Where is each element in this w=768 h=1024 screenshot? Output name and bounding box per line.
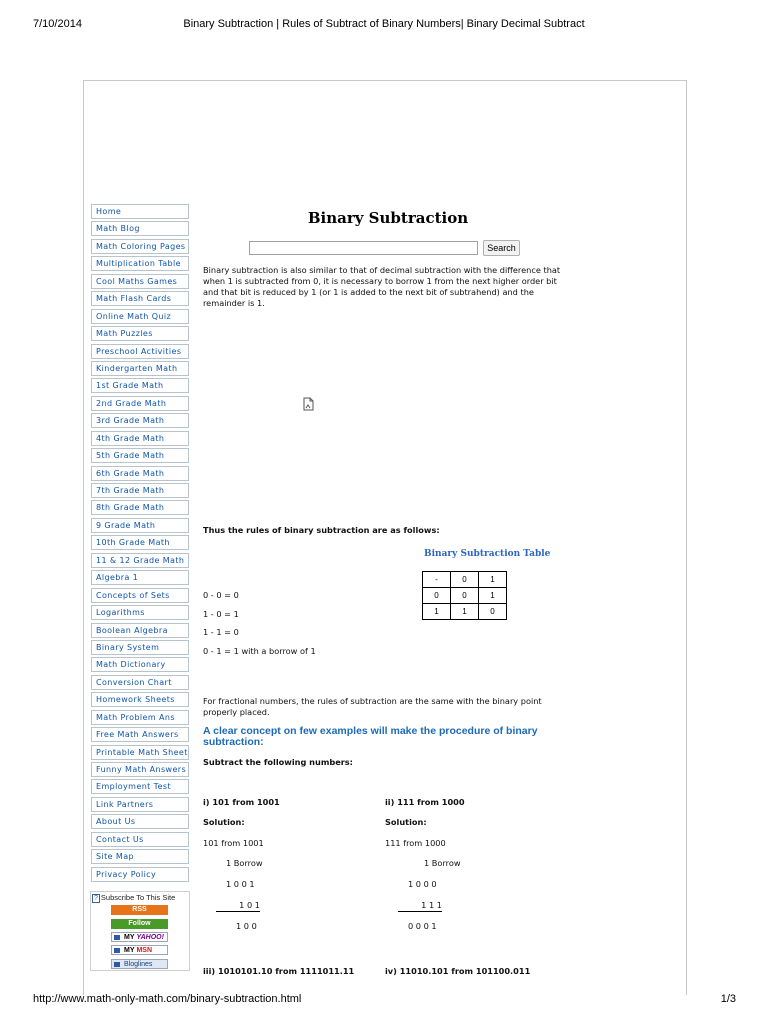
my-yahoo-prefix: MY bbox=[124, 934, 135, 941]
rss-label: RSS bbox=[132, 906, 147, 913]
follow-label: Follow bbox=[128, 920, 151, 927]
sidebar-item-math-puzzles[interactable]: Math Puzzles bbox=[91, 326, 189, 341]
sidebar-item-funny-math-answers[interactable]: Funny Math Answers bbox=[91, 762, 189, 777]
print-date: 7/10/2014 bbox=[33, 18, 82, 30]
table-cell: 0 bbox=[451, 572, 479, 588]
sidebar-item-cool-maths-games[interactable]: Cool Maths Games bbox=[91, 274, 189, 289]
sidebar-item-4th-grade-math[interactable]: 4th Grade Math bbox=[91, 431, 189, 446]
my-yahoo-label: YAHOO! bbox=[136, 934, 164, 941]
sidebar-item-home[interactable]: Home bbox=[91, 204, 189, 219]
sidebar-item-10th-grade-math[interactable]: 10th Grade Math bbox=[91, 535, 189, 550]
sidebar-item-online-math-quiz[interactable]: Online Math Quiz bbox=[91, 309, 189, 324]
bloglines-label: Bloglines bbox=[124, 961, 153, 968]
search-input[interactable] bbox=[249, 241, 478, 255]
sidebar-nav bbox=[91, 204, 189, 884]
sidebar-item-1st-grade-math[interactable]: 1st Grade Math bbox=[91, 378, 189, 393]
binary-subtraction-table bbox=[422, 571, 507, 620]
subscribe-heading bbox=[92, 893, 175, 903]
subtract-heading: Subtract the following numbers: bbox=[203, 757, 353, 767]
page-title: Binary Subtraction bbox=[307, 209, 469, 227]
page-url: http://www.math-only-math.com/binary-subtraction.html bbox=[33, 993, 302, 1005]
table-cell: 0 bbox=[479, 604, 507, 620]
sidebar-item-binary-system[interactable]: Binary System bbox=[91, 640, 189, 655]
sidebar-item-boolean-algebra[interactable]: Boolean Algebra bbox=[91, 623, 189, 638]
example-1-subtrahend: 1 0 1 bbox=[216, 900, 260, 912]
sidebar-item-contact-us[interactable]: Contact Us bbox=[91, 832, 189, 847]
sidebar-item-logarithms[interactable]: Logarithms bbox=[91, 605, 189, 620]
example-2-minuend: 1 0 0 0 bbox=[408, 879, 437, 889]
table-cell: - bbox=[423, 572, 451, 588]
example-2-borrow: 1 Borrow bbox=[424, 858, 461, 868]
sidebar-item-7th-grade-math[interactable]: 7th Grade Math bbox=[91, 483, 189, 498]
print-title: Binary Subtraction | Rules of Subtract of Binary Numbers| Binary Decimal Subtract bbox=[183, 18, 585, 30]
sidebar-item-11-12-grade-math[interactable]: 11 & 12 Grade Math bbox=[91, 553, 189, 568]
example-1-borrow: 1 Borrow bbox=[226, 858, 263, 868]
example-1-solution: Solution: bbox=[203, 817, 245, 827]
example-2-title: ii) 111 from 1000 bbox=[385, 797, 465, 807]
table-cell: 1 bbox=[451, 604, 479, 620]
table-row bbox=[423, 604, 507, 620]
subscribe-label: Subscribe To This Site bbox=[100, 893, 176, 902]
sidebar-item-6th-grade-math[interactable]: 6th Grade Math bbox=[91, 466, 189, 481]
example-4-title: iv) 11010.101 from 101100.011 bbox=[385, 966, 531, 976]
example-1-minuend: 1 0 0 1 bbox=[226, 879, 255, 889]
table-cell: 1 bbox=[479, 588, 507, 604]
sidebar-item-8th-grade-math[interactable]: 8th Grade Math bbox=[91, 500, 189, 515]
sidebar-item-privacy-policy[interactable]: Privacy Policy bbox=[91, 867, 189, 882]
rules-heading: Thus the rules of binary subtraction are as follows: bbox=[203, 525, 440, 535]
broken-image-icon bbox=[303, 397, 314, 411]
table-cell: 0 bbox=[423, 588, 451, 604]
rule-line: 0 - 0 = 0 bbox=[203, 590, 239, 600]
plus-icon bbox=[114, 935, 120, 940]
table-row bbox=[423, 572, 507, 588]
sidebar-item-kindergarten-math[interactable]: Kindergarten Math bbox=[91, 361, 189, 376]
concept-heading: A clear concept on few examples will make the procedure of binary subtraction: bbox=[203, 725, 538, 748]
example-1-title: i) 101 from 1001 bbox=[203, 797, 280, 807]
plus-icon bbox=[114, 948, 120, 953]
bloglines-icon bbox=[114, 962, 120, 967]
example-2-result: 0 0 0 1 bbox=[408, 921, 437, 931]
my-msn-button[interactable] bbox=[111, 945, 168, 955]
sidebar-item-algebra-1[interactable]: Algebra 1 bbox=[91, 570, 189, 585]
sidebar-item-multiplication-table[interactable]: Multiplication Table bbox=[91, 256, 189, 271]
intro-paragraph: Binary subtraction is also similar to that of decimal subtraction with the difference that when 1 is subtracted from 0, it is necessary to borrow 1 from the next higher order bit and that bit is reduced by 1 (or 1 is added to the next bit of subtrahend) and the remainder is 1. bbox=[203, 265, 561, 308]
fractional-paragraph: For fractional numbers, the rules of subtraction are the same with the binary point properly placed. bbox=[203, 696, 542, 717]
subscribe-box bbox=[90, 891, 190, 971]
table-cell: 1 bbox=[423, 604, 451, 620]
page-number: 1/3 bbox=[720, 993, 736, 1005]
my-msn-prefix: MY bbox=[124, 947, 135, 954]
sidebar-item-math-problem-ans[interactable]: Math Problem Ans bbox=[91, 710, 189, 725]
example-2-solution: Solution: bbox=[385, 817, 427, 827]
sidebar-item-about-us[interactable]: About Us bbox=[91, 814, 189, 829]
sidebar-item-math-flash-cards[interactable]: Math Flash Cards bbox=[91, 291, 189, 306]
example-1-result: 1 0 0 bbox=[236, 921, 257, 931]
table-cell: 0 bbox=[451, 588, 479, 604]
sidebar-item-2nd-grade-math[interactable]: 2nd Grade Math bbox=[91, 396, 189, 411]
sidebar-item-conversion-chart[interactable]: Conversion Chart bbox=[91, 675, 189, 690]
sidebar-item-concepts-of-sets[interactable]: Concepts of Sets bbox=[91, 588, 189, 603]
sidebar-item-math-blog[interactable]: Math Blog bbox=[91, 221, 189, 236]
table-title: Binary Subtraction Table bbox=[424, 549, 551, 559]
print-header bbox=[0, 18, 768, 34]
sidebar-item-math-dictionary[interactable]: Math Dictionary bbox=[91, 657, 189, 672]
example-2-statement: 111 from 1000 bbox=[385, 838, 446, 848]
sidebar-item-printable-math-sheet[interactable]: Printable Math Sheet bbox=[91, 745, 189, 760]
bloglines-button[interactable] bbox=[111, 959, 168, 969]
example-1-statement: 101 from 1001 bbox=[203, 838, 264, 848]
my-msn-label: MSN bbox=[136, 947, 153, 954]
sidebar-item-math-coloring-pages[interactable]: Math Coloring Pages bbox=[91, 239, 189, 254]
sidebar-item-5th-grade-math[interactable]: 5th Grade Math bbox=[91, 448, 189, 463]
rss-button[interactable] bbox=[111, 905, 168, 915]
sidebar-item-employment-test[interactable]: Employment Test bbox=[91, 779, 189, 794]
sidebar-item-free-math-answers[interactable]: Free Math Answers bbox=[91, 727, 189, 742]
example-2-subtrahend: 1 1 1 bbox=[398, 900, 442, 912]
sidebar-item-preschool-activities[interactable]: Preschool Activities bbox=[91, 344, 189, 359]
table-cell: 1 bbox=[479, 572, 507, 588]
sidebar-item-3rd-grade-math[interactable]: 3rd Grade Math bbox=[91, 413, 189, 428]
help-icon[interactable]: ? bbox=[94, 895, 98, 902]
sidebar-item-link-partners[interactable]: Link Partners bbox=[91, 797, 189, 812]
rule-line: 1 - 1 = 0 bbox=[203, 627, 239, 637]
sidebar-item-9-grade-math[interactable]: 9 Grade Math bbox=[91, 518, 189, 533]
sidebar-item-homework-sheets[interactable]: Homework Sheets bbox=[91, 692, 189, 707]
my-yahoo-button[interactable] bbox=[111, 932, 168, 942]
sidebar-item-site-map[interactable]: Site Map bbox=[91, 849, 189, 864]
search-button[interactable]: Search bbox=[483, 240, 520, 256]
follow-button[interactable] bbox=[111, 919, 168, 929]
example-3-title: iii) 1010101.10 from 1111011.11 bbox=[203, 966, 355, 976]
rule-line: 1 - 0 = 1 bbox=[203, 609, 239, 619]
rule-line: 0 - 1 = 1 with a borrow of 1 bbox=[203, 646, 316, 656]
table-row bbox=[423, 588, 507, 604]
